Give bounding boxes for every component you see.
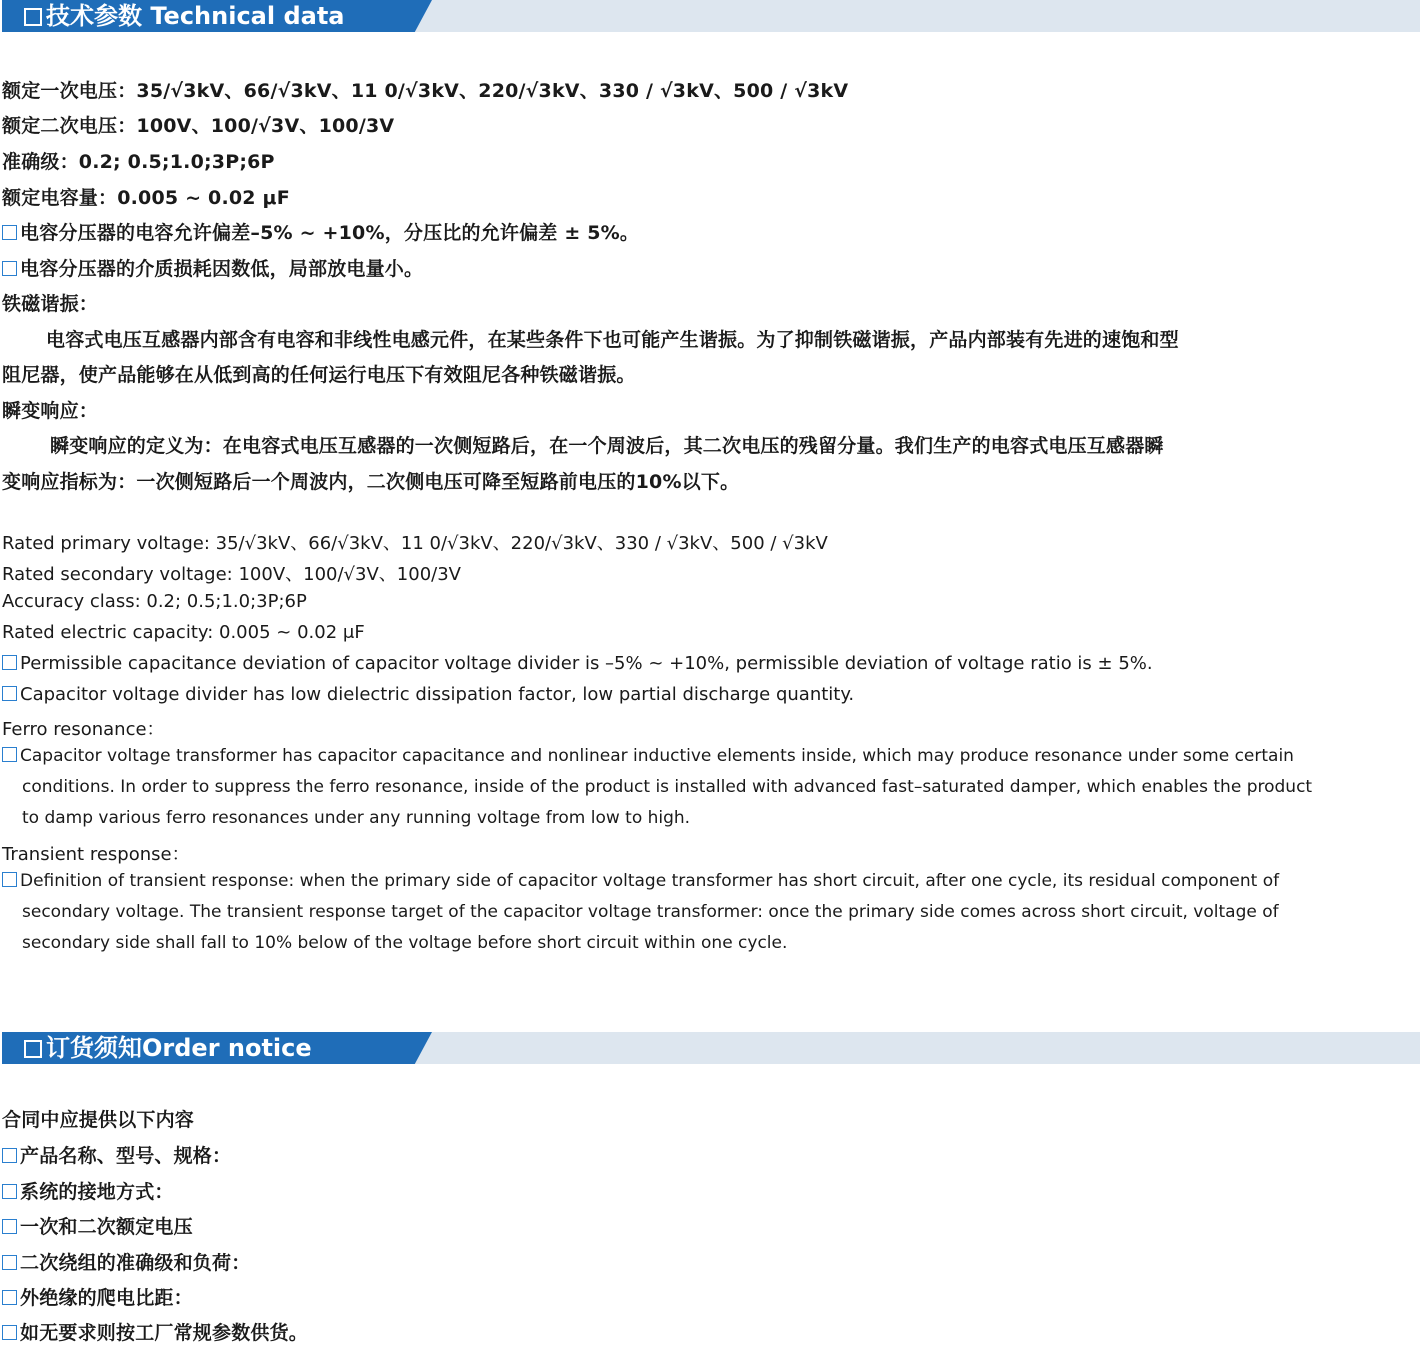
ferro-title-en: Ferro resonance： — [2, 719, 165, 740]
list-item — [2, 1212, 193, 1239]
deviation-en — [2, 653, 1153, 674]
list-item — [2, 1248, 250, 1275]
list-item-text: 如无要求则按工厂常规参数供货。 — [20, 1322, 309, 1344]
deviation-zh-text: 电容分压器的电容允许偏差–5% ~ +10%，分压比的允许偏差 ± 5%。 — [20, 222, 640, 244]
list-item-text: 外绝缘的爬电比距： — [20, 1287, 193, 1309]
header-label: 订货须知Order notice — [46, 1034, 312, 1062]
primary-voltage-zh: 额定一次电压：35/√3kV、66/√3kV、11 0/√3kV、220/√3kV、330 / √3kV、500 / √3kV — [2, 80, 849, 102]
transient-line2-en: secondary voltage. The transient response target of the capacitor voltage transformer: once the primary side comes across short circuit, voltage of — [22, 902, 1279, 922]
transient-line2-zh: 变响应指标为：一次侧短路后一个周波内，二次侧电压可降至短路前电压的10%以下。 — [2, 471, 740, 493]
ferro-line2-zh: 阻尼器，使产品能够在从低到高的任何运行电压下有效阻尼各种铁磁谐振。 — [2, 364, 636, 386]
capacity-en: Rated electric capacity: 0.005 ~ 0.02 μF — [2, 622, 365, 643]
list-item — [2, 1141, 231, 1168]
primary-voltage-en: Rated primary voltage: 35/√3kV、66/√3kV、11 0/√3kV、220/√3kV、330 / √3kV、500 / √3kV — [2, 533, 828, 554]
transient-title-en: Transient response： — [2, 844, 190, 865]
ferro-line1-en-text: Capacitor voltage transformer has capacitor capacitance and nonlinear inductive elements inside, which may produce resonance under some certain — [20, 746, 1294, 766]
list-item — [2, 1318, 308, 1345]
transient-line3-en: secondary side shall fall to 10% below of the voltage before short circuit within one cycle. — [22, 933, 788, 953]
header-title — [24, 0, 345, 32]
checkbox-icon — [2, 686, 17, 701]
order-notice-header — [2, 1032, 1420, 1064]
checkbox-icon — [2, 1148, 17, 1163]
capacity-zh: 额定电容量：0.005 ~ 0.02 μF — [2, 187, 290, 209]
secondary-voltage-zh: 额定二次电压：100V、100/√3V、100/3V — [2, 115, 395, 137]
ferro-line1-en — [2, 746, 1294, 766]
transient-line1-en — [2, 871, 1279, 891]
list-item — [2, 1177, 174, 1204]
deviation-zh — [2, 218, 639, 245]
checkbox-icon — [2, 1325, 17, 1340]
header-title — [24, 1032, 312, 1064]
list-item-text: 一次和二次额定电压 — [20, 1216, 193, 1238]
checkbox-icon — [2, 261, 17, 276]
list-item-text: 二次绕组的准确级和负荷： — [20, 1252, 251, 1274]
dissipation-en — [2, 684, 854, 705]
list-item-text: 产品名称、型号、规格： — [20, 1145, 232, 1167]
ferro-line3-en: to damp various ferro resonances under any running voltage from low to high. — [22, 808, 691, 828]
checkbox-icon — [2, 225, 17, 240]
checkbox-icon — [2, 1290, 17, 1305]
secondary-voltage-en: Rated secondary voltage: 100V、100/√3V、100/3V — [2, 564, 461, 585]
ferro-title-zh: 铁磁谐振： — [2, 293, 99, 315]
accuracy-zh: 准确级：0.2; 0.5;1.0;3P;6P — [2, 151, 275, 173]
checkbox-icon — [2, 1255, 17, 1270]
ferro-line2-en: conditions. In order to suppress the ferro resonance, inside of the product is installed with advanced fast–saturated damper, which enables the product — [22, 777, 1313, 797]
checkbox-icon — [2, 872, 17, 887]
dissipation-en-text: Capacitor voltage divider has low dielectric dissipation factor, low partial discharge quantity. — [20, 684, 855, 705]
order-intro: 合同中应提供以下内容 — [2, 1109, 195, 1131]
checkbox-icon — [2, 1219, 17, 1234]
transient-title-zh: 瞬变响应： — [2, 400, 99, 422]
checkbox-icon — [2, 747, 17, 762]
header-label: 技术参数 Technical data — [46, 2, 345, 30]
technical-data-header — [2, 0, 1420, 32]
checkbox-icon — [2, 655, 17, 670]
transient-line1-en-text: Definition of transient response: when the primary side of capacitor voltage transformer has short circuit, after one cycle, its residual component of — [20, 871, 1280, 891]
dissipation-zh-text: 电容分压器的介质损耗因数低，局部放电量小。 — [20, 258, 424, 280]
checkbox-icon — [24, 8, 42, 26]
list-item — [2, 1283, 193, 1310]
list-item-text: 系统的接地方式： — [20, 1181, 174, 1203]
accuracy-en: Accuracy class: 0.2; 0.5;1.0;3P;6P — [2, 591, 307, 612]
ferro-line1-zh: 电容式电压互感器内部含有电容和非线性电感元件，在某些条件下也可能产生谐振。为了抑制铁磁谐振，产品内部装有先进的速饱和型 — [46, 329, 1179, 351]
deviation-en-text: Permissible capacitance deviation of capacitor voltage divider is –5% ~ +10%, permissible deviation of voltage ratio is ± 5%. — [20, 653, 1153, 674]
transient-line1-zh: 瞬变响应的定义为：在电容式电压互感器的一次侧短路后，在一个周波后，其二次电压的残留分量。我们生产的电容式电压互感器瞬 — [50, 435, 1164, 457]
dissipation-zh — [2, 254, 423, 281]
checkbox-icon — [24, 1040, 42, 1058]
checkbox-icon — [2, 1184, 17, 1199]
